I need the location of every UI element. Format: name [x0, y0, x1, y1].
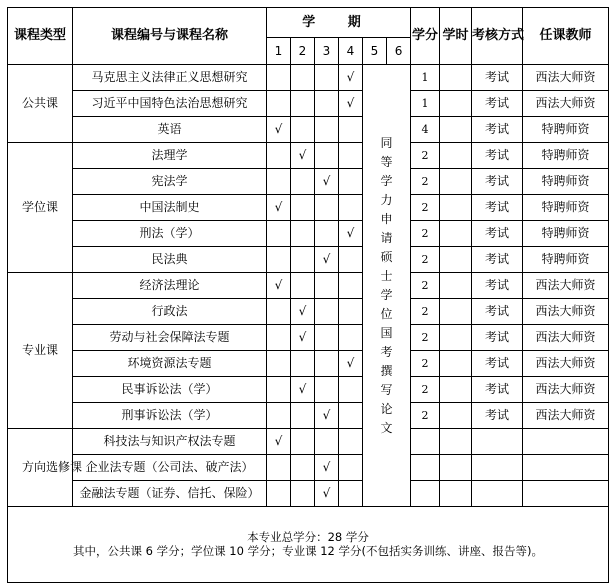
check-mark: √ [322, 174, 331, 189]
course-name: 习近平中国特色法治思想研究 [73, 91, 267, 117]
course-name: 企业法专题（公司法、破产法） [73, 455, 267, 481]
course-credit: 2 [411, 169, 440, 195]
course-teacher [523, 481, 609, 507]
course-name: 法理学 [73, 143, 267, 169]
semester-3-cell [315, 351, 339, 377]
credit-breakdown-text: 其中，公共课 6 学分；学位课 10 学分；专业课 12 学分(不包括实务训练、讲座、报告等)。 [73, 543, 544, 558]
course-assessment: 考试 [472, 143, 523, 169]
curriculum-table [7, 7, 609, 583]
course-row [8, 247, 609, 273]
course-teacher [523, 429, 609, 455]
total-credits-text: 本专业总学分：28 学分 [247, 529, 369, 544]
course-assessment: 考试 [472, 91, 523, 117]
course-name: 行政法 [73, 299, 267, 325]
course-credit: 2 [411, 351, 440, 377]
semester-3-cell [315, 143, 339, 169]
semester-3-cell [315, 65, 339, 91]
course-row [8, 221, 609, 247]
semester-3-cell [315, 221, 339, 247]
course-hours [440, 299, 472, 325]
header-credit: 学分 [411, 8, 440, 65]
course-name: 劳动与社会保障法专题 [73, 325, 267, 351]
course-assessment: 考试 [472, 325, 523, 351]
semester-4-cell [339, 481, 363, 507]
semester-3-cell [315, 455, 339, 481]
semester-4-cell [339, 377, 363, 403]
course-teacher: 西法大师资 [523, 403, 609, 429]
semester-2-cell [291, 429, 315, 455]
course-hours [440, 481, 472, 507]
check-mark: √ [322, 460, 331, 475]
course-row [8, 91, 609, 117]
course-credit: 2 [411, 299, 440, 325]
course-assessment: 考试 [472, 299, 523, 325]
course-teacher: 西法大师资 [523, 273, 609, 299]
course-credit: 2 [411, 195, 440, 221]
course-assessment [472, 429, 523, 455]
course-hours [440, 221, 472, 247]
course-category: 学位课 [8, 143, 73, 273]
semester-2-cell [291, 195, 315, 221]
exam-thesis-note [363, 65, 411, 507]
course-name: 宪法学 [73, 169, 267, 195]
course-hours [440, 455, 472, 481]
course-teacher: 特聘师资 [523, 247, 609, 273]
course-assessment: 考试 [472, 377, 523, 403]
semester-2-cell [291, 117, 315, 143]
course-teacher: 西法大师资 [523, 377, 609, 403]
semester-2-cell [291, 455, 315, 481]
semester-2-cell [291, 143, 315, 169]
semester-5: 5 [363, 38, 387, 65]
semester-1-cell [267, 403, 291, 429]
semester-4-cell [339, 65, 363, 91]
semester-4-cell [339, 273, 363, 299]
check-mark: √ [274, 122, 283, 137]
check-mark: √ [274, 434, 283, 449]
course-hours [440, 65, 472, 91]
course-credit: 2 [411, 377, 440, 403]
course-row [8, 65, 609, 91]
semester-1-cell [267, 377, 291, 403]
semester-1-cell [267, 169, 291, 195]
check-mark: √ [346, 70, 355, 85]
semester-2-cell [291, 325, 315, 351]
course-name: 民法典 [73, 247, 267, 273]
semester-6: 6 [387, 38, 411, 65]
semester-4-cell [339, 299, 363, 325]
course-name: 马克思主义法律正义思想研究 [73, 65, 267, 91]
semester-3-cell [315, 247, 339, 273]
course-hours [440, 169, 472, 195]
semester-4-cell [339, 221, 363, 247]
semester-2-cell [291, 247, 315, 273]
course-credit: 2 [411, 273, 440, 299]
semester-2-cell [291, 377, 315, 403]
semester-3-cell [315, 403, 339, 429]
course-name: 民事诉讼法（学） [73, 377, 267, 403]
course-teacher: 特聘师资 [523, 221, 609, 247]
course-credit: 1 [411, 65, 440, 91]
semester-2-cell [291, 169, 315, 195]
course-credit: 2 [411, 221, 440, 247]
credit-summary [8, 507, 609, 583]
semester-4-cell [339, 91, 363, 117]
course-name: 经济法理论 [73, 273, 267, 299]
course-credit [411, 481, 440, 507]
check-mark: √ [346, 96, 355, 111]
exam-thesis-note-text: 同等学力申请硕士学位国考 撰写论文 [380, 135, 393, 435]
semester-1-cell [267, 429, 291, 455]
course-credit [411, 429, 440, 455]
semester-4-cell [339, 455, 363, 481]
header-hours: 学时 [440, 8, 472, 65]
course-credit: 2 [411, 325, 440, 351]
course-hours [440, 273, 472, 299]
course-teacher: 特聘师资 [523, 143, 609, 169]
semester-2-cell [291, 65, 315, 91]
semester-3-cell [315, 117, 339, 143]
header-assessment: 考核方式 [472, 8, 523, 65]
semester-3-cell [315, 481, 339, 507]
course-hours [440, 403, 472, 429]
semester-4-cell [339, 403, 363, 429]
course-credit: 2 [411, 143, 440, 169]
check-mark: √ [298, 330, 307, 345]
semester-2: 2 [291, 38, 315, 65]
check-mark: √ [322, 486, 331, 501]
semester-3: 3 [315, 38, 339, 65]
check-mark: √ [322, 252, 331, 267]
course-row [8, 273, 609, 299]
semester-1-cell [267, 195, 291, 221]
course-hours [440, 91, 472, 117]
course-name: 金融法专题（证券、信托、保险） [73, 481, 267, 507]
semester-2-cell [291, 299, 315, 325]
course-row [8, 377, 609, 403]
semester-3-cell [315, 299, 339, 325]
course-credit [411, 455, 440, 481]
course-row [8, 455, 609, 481]
semester-1-cell [267, 325, 291, 351]
course-teacher: 西法大师资 [523, 91, 609, 117]
course-assessment [472, 481, 523, 507]
semester-4-cell [339, 325, 363, 351]
course-category: 专业课 [8, 273, 73, 429]
course-hours [440, 117, 472, 143]
header-row [8, 8, 609, 38]
course-assessment: 考试 [472, 403, 523, 429]
course-row [8, 169, 609, 195]
course-teacher: 西法大师资 [523, 351, 609, 377]
semester-1-cell [267, 481, 291, 507]
course-assessment: 考试 [472, 221, 523, 247]
course-teacher: 西法大师资 [523, 65, 609, 91]
course-row [8, 325, 609, 351]
course-teacher: 西法大师资 [523, 299, 609, 325]
course-row [8, 351, 609, 377]
check-mark: √ [346, 226, 355, 241]
course-name: 环境资源法专题 [73, 351, 267, 377]
check-mark: √ [274, 278, 283, 293]
course-category: 公共课 [8, 65, 73, 143]
summary-row [8, 507, 609, 583]
course-credit: 2 [411, 403, 440, 429]
course-teacher: 西法大师资 [523, 325, 609, 351]
course-row [8, 117, 609, 143]
semester-1-cell [267, 273, 291, 299]
semester-1: 1 [267, 38, 291, 65]
semester-2-cell [291, 351, 315, 377]
header-course-name: 课程编号与课程名称 [73, 8, 267, 65]
semester-2-cell [291, 91, 315, 117]
semester-1-cell [267, 299, 291, 325]
semester-3-cell [315, 195, 339, 221]
semester-3-cell [315, 377, 339, 403]
course-name: 英语 [73, 117, 267, 143]
course-teacher: 特聘师资 [523, 117, 609, 143]
semester-1-cell [267, 65, 291, 91]
semester-1-cell [267, 351, 291, 377]
course-assessment: 考试 [472, 169, 523, 195]
semester-2-cell [291, 273, 315, 299]
check-mark: √ [298, 304, 307, 319]
semester-4-cell [339, 351, 363, 377]
course-row [8, 481, 609, 507]
semester-4-cell [339, 195, 363, 221]
course-assessment: 考试 [472, 195, 523, 221]
semester-4-cell [339, 429, 363, 455]
course-assessment: 考试 [472, 247, 523, 273]
semester-4-cell [339, 143, 363, 169]
course-assessment: 考试 [472, 65, 523, 91]
course-hours [440, 195, 472, 221]
course-hours [440, 377, 472, 403]
course-row [8, 195, 609, 221]
course-credit: 1 [411, 91, 440, 117]
course-name: 科技法与知识产权法专题 [73, 429, 267, 455]
course-teacher: 特聘师资 [523, 169, 609, 195]
course-hours [440, 143, 472, 169]
semester-1-cell [267, 143, 291, 169]
course-row [8, 403, 609, 429]
course-name: 刑事诉讼法（学） [73, 403, 267, 429]
semester-3-cell [315, 325, 339, 351]
semester-3-cell [315, 273, 339, 299]
check-mark: √ [346, 356, 355, 371]
course-name: 刑法（学） [73, 221, 267, 247]
course-assessment: 考试 [472, 351, 523, 377]
semester-1-cell [267, 247, 291, 273]
header-semester: 学 期 [267, 8, 411, 38]
semester-4-cell [339, 169, 363, 195]
course-teacher [523, 455, 609, 481]
course-teacher: 特聘师资 [523, 195, 609, 221]
course-row [8, 429, 609, 455]
course-row [8, 299, 609, 325]
course-assessment: 考试 [472, 273, 523, 299]
check-mark: √ [274, 200, 283, 215]
header-course-type: 课程类型 [8, 8, 73, 65]
semester-3-cell [315, 429, 339, 455]
course-assessment: 考试 [472, 117, 523, 143]
check-mark: √ [298, 382, 307, 397]
header-teacher: 任课教师 [523, 8, 609, 65]
course-name: 中国法制史 [73, 195, 267, 221]
semester-3-cell [315, 169, 339, 195]
course-assessment [472, 455, 523, 481]
check-mark: √ [322, 408, 331, 423]
check-mark: √ [298, 148, 307, 163]
semester-3-cell [315, 91, 339, 117]
course-hours [440, 325, 472, 351]
course-category: 方向选修课 [8, 429, 73, 507]
semester-4-cell [339, 247, 363, 273]
semester-4-cell [339, 117, 363, 143]
course-hours [440, 247, 472, 273]
semester-2-cell [291, 481, 315, 507]
semester-1-cell [267, 117, 291, 143]
semester-1-cell [267, 455, 291, 481]
course-hours [440, 429, 472, 455]
semester-2-cell [291, 221, 315, 247]
course-credit: 2 [411, 247, 440, 273]
semester-1-cell [267, 221, 291, 247]
semester-2-cell [291, 403, 315, 429]
course-row [8, 143, 609, 169]
course-credit: 4 [411, 117, 440, 143]
semester-4: 4 [339, 38, 363, 65]
course-hours [440, 351, 472, 377]
semester-1-cell [267, 91, 291, 117]
